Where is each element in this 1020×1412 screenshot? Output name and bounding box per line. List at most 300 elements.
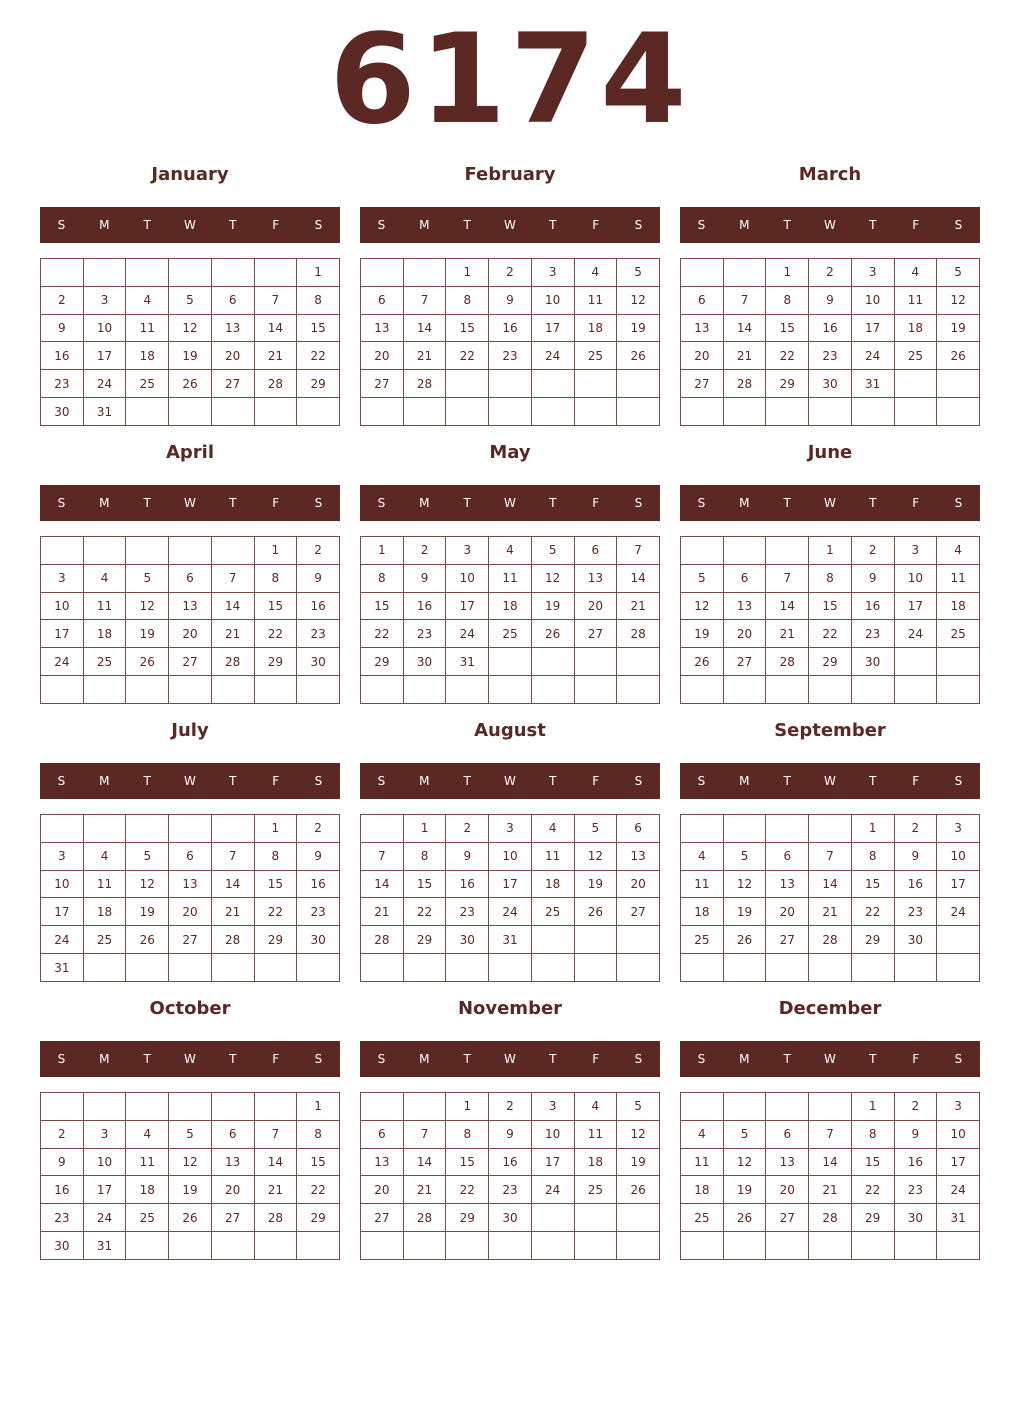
week-row	[681, 954, 980, 982]
day-cell: 6	[723, 564, 766, 592]
day-cell	[617, 954, 660, 982]
day-cell: 3	[531, 1093, 574, 1121]
day-cell	[723, 1093, 766, 1121]
day-cell: 10	[937, 842, 980, 870]
week-row	[681, 592, 980, 620]
day-cell	[126, 398, 169, 426]
week-row	[41, 592, 340, 620]
day-cell	[211, 1232, 254, 1260]
day-cell: 21	[403, 342, 446, 370]
day-cell: 24	[41, 648, 84, 676]
day-cell	[937, 954, 980, 982]
weekday-label: M	[419, 496, 430, 510]
week-row	[681, 537, 980, 565]
day-cell	[809, 1232, 852, 1260]
day-cell: 30	[894, 926, 937, 954]
day-cell: 17	[83, 342, 126, 370]
weekday-label: W	[184, 496, 196, 510]
day-cell: 8	[851, 1120, 894, 1148]
day-cell: 23	[809, 342, 852, 370]
month-name: August	[474, 720, 546, 741]
day-grid	[40, 814, 340, 982]
day-cell: 27	[169, 648, 212, 676]
week-row	[361, 648, 660, 676]
weekday-label: T	[783, 496, 791, 510]
weekday-label: F	[272, 496, 280, 510]
day-cell: 13	[169, 592, 212, 620]
day-grid	[40, 258, 340, 426]
day-cell	[574, 676, 617, 704]
weekday-label: W	[824, 774, 836, 788]
day-grid	[680, 1092, 980, 1260]
day-cell: 3	[41, 564, 84, 592]
day-cell: 20	[617, 870, 660, 898]
week-row	[681, 926, 980, 954]
day-cell: 25	[681, 1204, 724, 1232]
day-cell: 3	[83, 1120, 126, 1148]
day-cell: 4	[126, 286, 169, 314]
day-cell	[766, 398, 809, 426]
day-cell	[574, 1232, 617, 1260]
day-cell: 19	[574, 870, 617, 898]
day-cell	[894, 954, 937, 982]
day-cell: 30	[894, 1204, 937, 1232]
day-cell: 11	[126, 1148, 169, 1176]
day-cell	[126, 1093, 169, 1121]
week-row	[41, 898, 340, 926]
day-cell: 15	[446, 1148, 489, 1176]
week-row	[41, 870, 340, 898]
day-cell	[809, 815, 852, 843]
week-row	[681, 1176, 980, 1204]
day-cell	[681, 815, 724, 843]
month-name: November	[457, 998, 563, 1019]
day-cell: 26	[681, 648, 724, 676]
weekday-label: T	[549, 496, 557, 510]
day-cell: 19	[723, 1176, 766, 1204]
day-cell: 2	[809, 259, 852, 287]
day-cell	[83, 1093, 126, 1121]
day-cell: 30	[403, 648, 446, 676]
day-cell: 12	[681, 592, 724, 620]
day-cell: 1	[361, 537, 404, 565]
weekday-label: S	[57, 774, 66, 788]
day-cell: 21	[361, 898, 404, 926]
day-cell: 2	[894, 815, 937, 843]
day-cell	[681, 954, 724, 982]
day-cell: 17	[41, 620, 84, 648]
week-row	[361, 259, 660, 287]
week-row	[681, 370, 980, 398]
day-cell	[894, 648, 937, 676]
day-cell: 7	[809, 842, 852, 870]
day-grid	[40, 536, 340, 704]
day-cell	[211, 815, 254, 843]
day-cell	[894, 370, 937, 398]
day-cell: 23	[41, 1204, 84, 1232]
day-cell: 1	[809, 537, 852, 565]
day-cell: 12	[937, 286, 980, 314]
day-cell	[851, 676, 894, 704]
weekday-label: M	[99, 496, 110, 510]
weekday-label: S	[377, 496, 386, 510]
day-cell	[83, 815, 126, 843]
day-cell: 8	[361, 564, 404, 592]
day-cell: 6	[766, 1120, 809, 1148]
day-cell: 21	[211, 620, 254, 648]
day-cell: 10	[41, 870, 84, 898]
day-cell: 20	[574, 592, 617, 620]
day-cell: 13	[723, 592, 766, 620]
day-grid	[360, 1092, 660, 1260]
day-cell: 11	[574, 1120, 617, 1148]
day-cell	[254, 1093, 297, 1121]
week-row	[681, 815, 980, 843]
day-cell	[681, 537, 724, 565]
day-cell: 18	[126, 1176, 169, 1204]
day-cell: 3	[937, 1093, 980, 1121]
day-cell	[403, 259, 446, 287]
day-cell: 24	[83, 370, 126, 398]
day-cell: 10	[894, 564, 937, 592]
day-cell: 17	[531, 1148, 574, 1176]
week-row	[361, 926, 660, 954]
day-cell: 15	[254, 870, 297, 898]
week-row	[41, 286, 340, 314]
day-cell: 30	[297, 926, 340, 954]
day-cell: 14	[723, 314, 766, 342]
day-cell	[723, 954, 766, 982]
day-cell	[446, 954, 489, 982]
day-cell: 15	[403, 870, 446, 898]
month-name: February	[464, 164, 556, 185]
day-cell: 28	[809, 1204, 852, 1232]
day-cell: 1	[254, 537, 297, 565]
day-cell: 14	[361, 870, 404, 898]
day-cell: 27	[766, 1204, 809, 1232]
week-row	[41, 1204, 340, 1232]
day-cell: 11	[681, 870, 724, 898]
day-cell: 5	[531, 537, 574, 565]
weekday-label: S	[634, 1052, 643, 1066]
week-row	[361, 564, 660, 592]
weekday-label: W	[824, 1052, 836, 1066]
week-row	[41, 1148, 340, 1176]
day-cell: 21	[617, 592, 660, 620]
day-grid	[680, 536, 980, 704]
day-cell	[766, 537, 809, 565]
weekday-label: W	[184, 774, 196, 788]
day-cell: 24	[937, 898, 980, 926]
day-cell: 11	[83, 870, 126, 898]
week-row	[41, 954, 340, 982]
day-cell: 17	[851, 314, 894, 342]
day-cell: 16	[851, 592, 894, 620]
day-cell: 25	[531, 898, 574, 926]
month-name: April	[165, 442, 215, 463]
day-cell: 10	[937, 1120, 980, 1148]
day-cell: 29	[297, 370, 340, 398]
day-cell	[126, 537, 169, 565]
day-cell	[83, 954, 126, 982]
day-cell: 27	[617, 898, 660, 926]
day-cell: 21	[809, 898, 852, 926]
day-cell: 8	[254, 564, 297, 592]
day-cell	[723, 1232, 766, 1260]
day-cell: 11	[531, 842, 574, 870]
weekday-label: T	[463, 218, 471, 232]
weekday-label: T	[229, 1052, 237, 1066]
day-cell: 12	[126, 870, 169, 898]
day-cell: 18	[681, 898, 724, 926]
day-cell	[531, 1232, 574, 1260]
day-cell: 7	[211, 842, 254, 870]
week-row	[41, 564, 340, 592]
day-cell: 6	[211, 1120, 254, 1148]
day-cell: 16	[489, 1148, 532, 1176]
day-cell: 6	[574, 537, 617, 565]
day-cell: 15	[851, 1148, 894, 1176]
weekday-label: F	[592, 496, 600, 510]
day-cell	[617, 1232, 660, 1260]
day-cell: 22	[446, 342, 489, 370]
day-cell: 28	[617, 620, 660, 648]
day-cell	[531, 1204, 574, 1232]
day-cell: 22	[403, 898, 446, 926]
day-cell: 2	[41, 1120, 84, 1148]
day-grid	[360, 536, 660, 704]
weekday-label: M	[419, 218, 430, 232]
day-cell: 25	[126, 1204, 169, 1232]
weekday-label: S	[697, 1052, 706, 1066]
day-cell: 11	[894, 286, 937, 314]
day-cell: 21	[403, 1176, 446, 1204]
day-cell: 29	[851, 926, 894, 954]
day-cell: 2	[489, 1093, 532, 1121]
weekday-label: F	[272, 1052, 280, 1066]
day-cell: 27	[681, 370, 724, 398]
day-cell: 13	[766, 870, 809, 898]
day-cell: 13	[169, 870, 212, 898]
day-cell: 14	[403, 314, 446, 342]
week-row	[681, 898, 980, 926]
day-cell: 5	[617, 259, 660, 287]
week-row	[361, 898, 660, 926]
day-cell: 20	[169, 898, 212, 926]
day-cell	[297, 676, 340, 704]
day-cell: 2	[41, 286, 84, 314]
day-cell: 28	[254, 370, 297, 398]
weekday-label: F	[912, 1052, 920, 1066]
week-row	[361, 1232, 660, 1260]
day-cell: 6	[766, 842, 809, 870]
month-name: December	[778, 998, 882, 1019]
weekday-header	[680, 763, 980, 799]
day-cell: 27	[361, 370, 404, 398]
day-cell: 9	[446, 842, 489, 870]
day-cell	[809, 398, 852, 426]
week-row	[41, 676, 340, 704]
day-cell	[531, 398, 574, 426]
week-row	[361, 620, 660, 648]
day-cell	[937, 926, 980, 954]
day-cell: 12	[617, 1120, 660, 1148]
day-cell: 23	[894, 1176, 937, 1204]
day-cell	[169, 537, 212, 565]
weekday-label: T	[549, 218, 557, 232]
day-cell: 30	[489, 1204, 532, 1232]
day-cell: 23	[489, 1176, 532, 1204]
day-cell	[617, 926, 660, 954]
day-cell: 16	[446, 870, 489, 898]
weekday-label: S	[314, 774, 323, 788]
day-cell	[531, 648, 574, 676]
day-cell: 20	[681, 342, 724, 370]
weekday-label: T	[549, 774, 557, 788]
weekday-header	[40, 485, 340, 521]
day-cell: 22	[297, 1176, 340, 1204]
day-cell	[723, 259, 766, 287]
day-cell: 2	[894, 1093, 937, 1121]
day-cell	[851, 1232, 894, 1260]
day-cell	[403, 676, 446, 704]
day-cell: 31	[83, 1232, 126, 1260]
day-cell: 8	[766, 286, 809, 314]
day-cell: 13	[211, 314, 254, 342]
day-cell: 13	[361, 1148, 404, 1176]
week-row	[681, 314, 980, 342]
week-row	[681, 564, 980, 592]
day-cell: 10	[83, 1148, 126, 1176]
week-row	[681, 676, 980, 704]
day-cell: 14	[809, 870, 852, 898]
day-cell: 10	[83, 314, 126, 342]
week-row	[681, 259, 980, 287]
day-cell: 4	[574, 259, 617, 287]
day-cell	[766, 676, 809, 704]
weekday-label: W	[504, 496, 516, 510]
day-cell: 12	[531, 564, 574, 592]
day-cell: 3	[83, 286, 126, 314]
day-cell: 27	[723, 648, 766, 676]
day-cell	[531, 370, 574, 398]
day-cell: 6	[681, 286, 724, 314]
weekday-label: T	[783, 774, 791, 788]
day-cell: 5	[169, 286, 212, 314]
day-cell: 13	[766, 1148, 809, 1176]
day-cell: 8	[297, 286, 340, 314]
weekday-header	[680, 207, 980, 243]
week-row	[361, 398, 660, 426]
day-cell	[489, 954, 532, 982]
day-cell: 18	[83, 620, 126, 648]
week-row	[681, 286, 980, 314]
day-cell: 1	[403, 815, 446, 843]
day-cell: 7	[211, 564, 254, 592]
day-cell: 25	[83, 926, 126, 954]
month-name: September	[774, 720, 886, 741]
day-cell	[126, 1232, 169, 1260]
day-cell: 6	[169, 842, 212, 870]
day-cell: 18	[937, 592, 980, 620]
day-cell: 27	[574, 620, 617, 648]
day-cell: 16	[489, 314, 532, 342]
week-row	[41, 1120, 340, 1148]
day-cell	[574, 1204, 617, 1232]
day-cell: 21	[766, 620, 809, 648]
week-row	[41, 314, 340, 342]
day-cell: 1	[446, 1093, 489, 1121]
day-cell: 15	[809, 592, 852, 620]
day-cell: 26	[126, 926, 169, 954]
day-cell: 30	[809, 370, 852, 398]
weekday-label: T	[783, 1052, 791, 1066]
day-cell: 28	[211, 648, 254, 676]
day-cell	[617, 370, 660, 398]
weekday-label: S	[697, 496, 706, 510]
weekday-label: T	[869, 1052, 877, 1066]
day-grid	[680, 258, 980, 426]
weekday-label: T	[229, 218, 237, 232]
weekday-label: M	[739, 774, 750, 788]
day-cell: 26	[723, 926, 766, 954]
weekday-label: S	[314, 218, 323, 232]
day-cell	[169, 954, 212, 982]
day-cell: 23	[851, 620, 894, 648]
day-cell: 14	[254, 1148, 297, 1176]
day-cell: 27	[211, 370, 254, 398]
week-row	[361, 592, 660, 620]
day-cell: 24	[894, 620, 937, 648]
day-cell: 9	[851, 564, 894, 592]
day-cell: 15	[297, 314, 340, 342]
year-title: 6174	[329, 8, 691, 152]
weekday-label: T	[143, 1052, 151, 1066]
day-cell: 1	[851, 815, 894, 843]
day-cell	[446, 398, 489, 426]
day-cell: 4	[83, 842, 126, 870]
day-cell: 24	[41, 926, 84, 954]
day-cell: 27	[169, 926, 212, 954]
day-cell: 3	[446, 537, 489, 565]
day-cell: 25	[894, 342, 937, 370]
day-cell: 14	[403, 1148, 446, 1176]
day-cell: 24	[531, 1176, 574, 1204]
weekday-header	[680, 485, 980, 521]
day-cell: 22	[361, 620, 404, 648]
day-cell: 4	[126, 1120, 169, 1148]
week-row	[681, 620, 980, 648]
weekday-label: M	[419, 774, 430, 788]
day-cell	[937, 398, 980, 426]
weekday-label: T	[869, 774, 877, 788]
day-cell: 27	[766, 926, 809, 954]
day-cell: 29	[254, 648, 297, 676]
week-row	[361, 537, 660, 565]
day-cell: 31	[41, 954, 84, 982]
day-cell: 4	[937, 537, 980, 565]
day-cell: 14	[766, 592, 809, 620]
day-cell: 8	[297, 1120, 340, 1148]
day-cell: 22	[851, 898, 894, 926]
day-cell: 30	[41, 398, 84, 426]
day-cell: 7	[254, 1120, 297, 1148]
day-cell	[681, 1093, 724, 1121]
day-cell: 7	[403, 1120, 446, 1148]
day-cell: 8	[809, 564, 852, 592]
day-cell: 4	[83, 564, 126, 592]
week-row	[41, 842, 340, 870]
